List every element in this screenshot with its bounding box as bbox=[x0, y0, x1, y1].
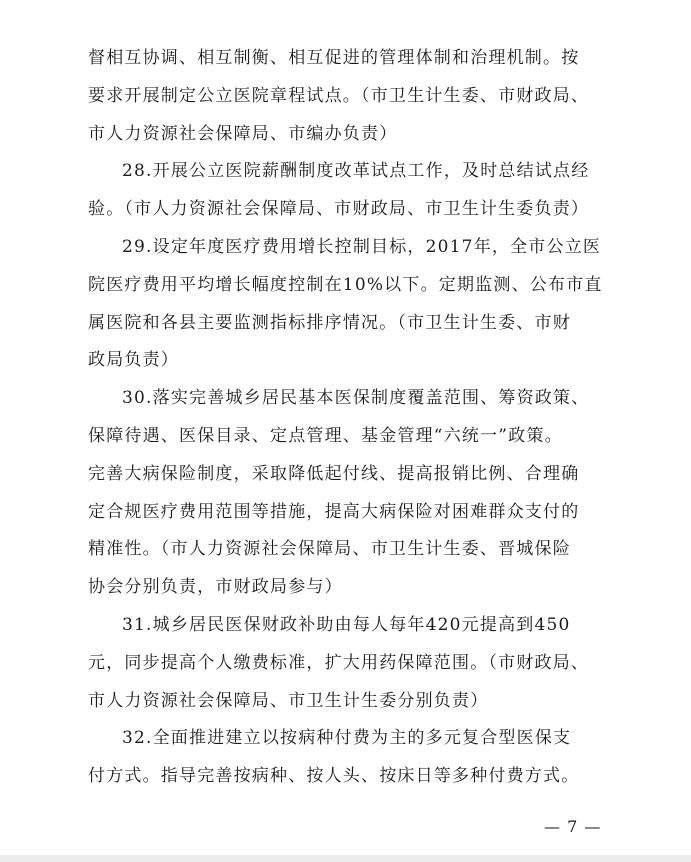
text-line: 完善大病保险制度，采取降低起付线、提高报销比例、合理确 bbox=[88, 463, 580, 484]
text-line: 政局负责） bbox=[88, 350, 179, 371]
page-number: — 7 — bbox=[544, 817, 602, 836]
text-line: 精准性。（市人力资源社会保障局、市卫生计生委、晋城保险 bbox=[88, 539, 571, 560]
text-line: 督相互协调、相互制衡、相互促进的管理体制和治理机制。按 bbox=[88, 48, 580, 68]
text-line-item-32: 32.全面推进建立以按病种付费为主的多元复合型医保支 bbox=[122, 728, 572, 749]
text-line: 市人力资源社会保障局、市卫生计生委分别负责） bbox=[88, 690, 489, 711]
text-line: 保障待遇、医保目录、定点管理、基金管理“六统一”政策。 bbox=[88, 425, 563, 446]
text-line: 市人力资源社会保障局、市编办负责） bbox=[88, 123, 398, 144]
text-line: 要求开展制定公立医院章程试点。（市卫生计生委、市财政局、 bbox=[88, 85, 590, 106]
text-line: 协会分别负责，市财政局参与） bbox=[88, 577, 343, 598]
text-line: 付方式。指导完善按病种、按人头、按床日等多种付费方式。 bbox=[88, 766, 580, 787]
text-line: 定合规医疗费用范围等措施，提高大病保险对困难群众支付的 bbox=[88, 501, 580, 522]
text-line-item-30: 30.落实完善城乡居民基本医保制度覆盖范围、筹资政策、 bbox=[122, 388, 590, 409]
text-line: 属医院和各县主要监测指标排序情况。（市卫生计生委、市财 bbox=[88, 312, 571, 333]
body-text bbox=[88, 40, 608, 796]
text-line: 院医疗费用平均增长幅度控制在10%以下。定期监测、公布市直 bbox=[88, 274, 603, 295]
text-line: 验。（市人力资源社会保障局、市财政局、市卫生计生委负责） bbox=[88, 199, 590, 220]
text-line: 元，同步提高个人缴费标准，扩大用药保障范围。（市财政局、 bbox=[88, 652, 590, 673]
text-line-item-29: 29.设定年度医疗费用增长控制目标，2017年，全市公立医 bbox=[122, 236, 602, 257]
page-bottom-edge bbox=[0, 855, 691, 862]
text-line-item-28: 28.开展公立医院薪酬制度改革试点工作，及时总结试点经 bbox=[122, 161, 590, 182]
text-line-item-31: 31.城乡居民医保财政补助由每人每年420元提高到450 bbox=[122, 614, 571, 635]
